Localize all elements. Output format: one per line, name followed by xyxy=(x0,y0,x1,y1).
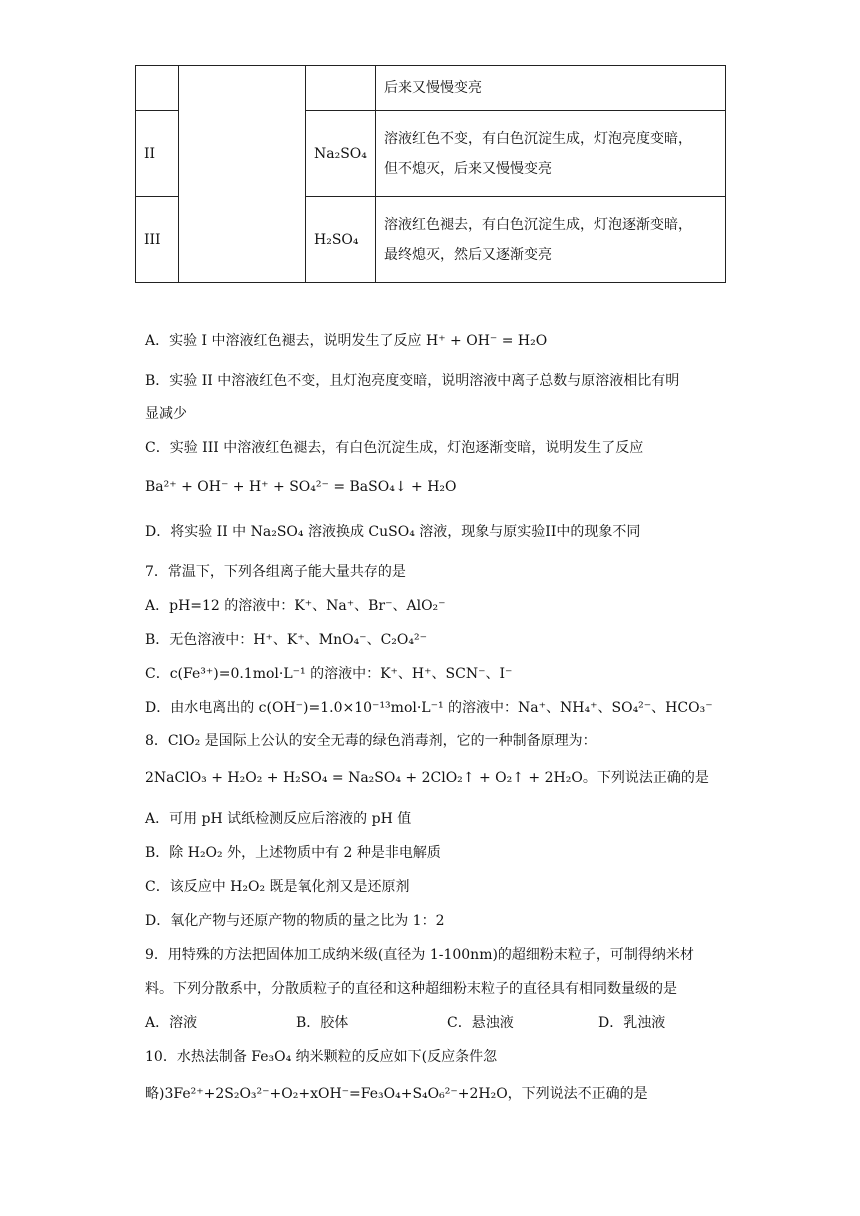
q6-option-a: A．实验 I 中溶液红色褪去，说明发生了反应 H⁺ + OH⁻ = H₂O xyxy=(145,333,548,349)
q8-equation: 2NaClO₃ + H₂O₂ + H₂SO₄ = Na₂SO₄ + 2ClO₂↑ + O₂↑ + 2H₂O。下列说法正确的是 xyxy=(145,770,709,786)
table-cell-reagent: H₂SO₄ xyxy=(306,197,376,283)
experiment-table xyxy=(135,65,726,283)
q6-option-b: B．实验 II 中溶液红色不变，且灯泡亮度变暗，说明溶液中离子总数与原溶液相比有明 xyxy=(145,373,680,389)
q6-option-c-equation: Ba²⁺ + OH⁻ + H⁺ + SO₄²⁻ = BaSO₄↓ + H₂O xyxy=(145,479,457,495)
table-cell-observation xyxy=(376,197,726,283)
table-cell-reagent: Na₂SO₄ xyxy=(306,111,376,197)
table-cell-merged xyxy=(179,66,306,283)
q9-option-b: B．胶体 xyxy=(296,1015,349,1031)
q10-stem: 10．水热法制备 Fe₃O₄ 纳米颗粒的反应如下(反应条件忽 xyxy=(145,1049,498,1065)
q7-option-a: A．pH=12 的溶液中：K⁺、Na⁺、Br⁻、AlO₂⁻ xyxy=(145,598,446,614)
q9-stem-cont: 料。下列分散系中，分散质粒子的直径和这种超细粉末粒子的直径具有相同数量级的是 xyxy=(145,981,677,997)
q8-option-b: B．除 H₂O₂ 外，上述物质中有 2 种是非电解质 xyxy=(145,845,441,861)
q6-option-d: D．将实验 II 中 Na₂SO₄ 溶液换成 CuSO₄ 溶液，现象与原实验II中的现象不同 xyxy=(145,524,641,540)
q7-option-d: D．由水电离出的 c(OH⁻)=1.0×10⁻¹³mol·L⁻¹ 的溶液中：Na⁺、NH₄⁺、SO₄²⁻、HCO₃⁻ xyxy=(145,700,713,716)
q9-option-a: A．溶液 xyxy=(145,1015,198,1031)
table-cell-observation xyxy=(376,66,726,111)
q10-stem-cont: 略)3Fe²⁺+2S₂O₃²⁻+O₂+xOH⁻=Fe₃O₄+S₄O₆²⁻+2H₂O，下列说法不正确的是 xyxy=(145,1086,648,1102)
table-cell-observation xyxy=(376,111,726,197)
q8-option-a: A．可用 pH 试纸检测反应后溶液的 pH 值 xyxy=(145,811,412,827)
q9-option-d: D．乳浊液 xyxy=(598,1015,666,1031)
observation-line: 溶液红色不变，有白色沉淀生成，灯泡亮度变暗， xyxy=(384,130,692,147)
table-row xyxy=(136,66,726,111)
q6-option-c: C．实验 III 中溶液红色褪去，有白色沉淀生成，灯泡逐渐变暗，说明发生了反应 xyxy=(145,440,644,456)
q9-options xyxy=(145,1013,749,1033)
observation-line: 最终熄灭，然后又逐渐变亮 xyxy=(384,246,552,263)
q6-option-b-cont: 显减少 xyxy=(145,406,187,422)
table-cell-num: II xyxy=(136,111,179,197)
q7-stem: 7．常温下，下列各组离子能大量共存的是 xyxy=(145,564,406,580)
q8-option-d: D．氧化产物与还原产物的物质的量之比为 1：2 xyxy=(145,913,445,929)
q7-option-c: C．c(Fe³⁺)=0.1mol·L⁻¹ 的溶液中：K⁺、H⁺、SCN⁻、I⁻ xyxy=(145,666,513,682)
q7-option-b: B．无色溶液中：H⁺、K⁺、MnO₄⁻、C₂O₄²⁻ xyxy=(145,632,427,648)
observation-line: 但不熄灭，后来又慢慢变亮 xyxy=(384,160,552,177)
table-cell-num xyxy=(136,66,179,111)
q9-stem: 9．用特殊的方法把固体加工成纳米级(直径为 1-100nm)的超细粉末粒子，可制得纳米材 xyxy=(145,947,694,963)
table-cell-reagent xyxy=(306,66,376,111)
q9-option-c: C．悬浊液 xyxy=(447,1015,514,1031)
observation-line: 溶液红色褪去，有白色沉淀生成，灯泡逐渐变暗， xyxy=(384,216,692,233)
q8-option-c: C．该反应中 H₂O₂ 既是氧化剂又是还原剂 xyxy=(145,879,410,895)
table-cell-num: III xyxy=(136,197,179,283)
q8-stem: 8．ClO₂ 是国际上公认的安全无毒的绿色消毒剂，它的一种制备原理为： xyxy=(145,733,597,749)
observation-line: 后来又慢慢变亮 xyxy=(384,80,482,96)
